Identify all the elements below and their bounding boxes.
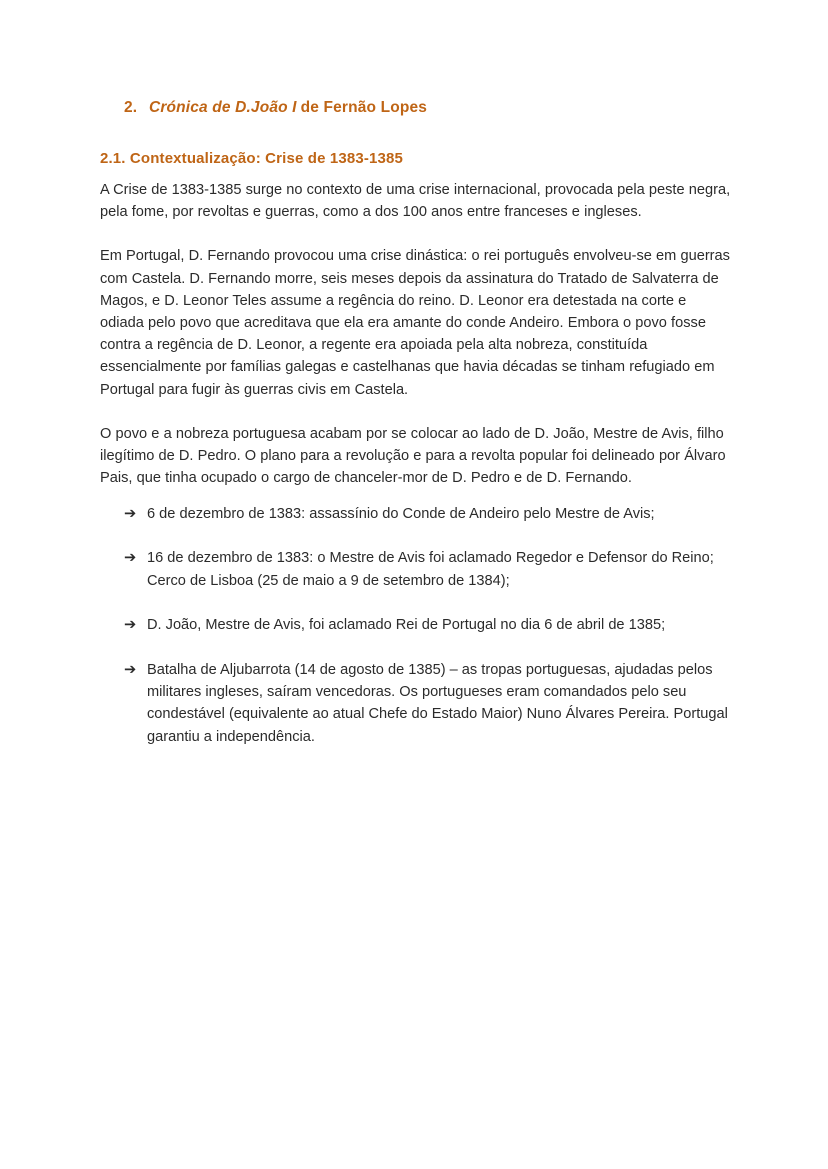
body-paragraphs	[100, 179, 734, 489]
arrow-right-icon: ➔	[124, 505, 137, 522]
section-heading-number: 2.	[124, 99, 138, 116]
paragraph: O povo e a nobreza portuguesa acabam por se colocar ao lado de D. João, Mestre de Avis, filho ilegítimo de D. Pedro. O plano para a revolução e para a revolta popular foi delineado por Álvaro Pais, que tinha ocupado o cargo de chanceler-mor de D. Pedro e de D. Fernando.	[100, 425, 726, 487]
list-item-text: 6 de dezembro de 1383: assassínio do Conde de Andeiro pelo Mestre de Avis;	[147, 506, 655, 522]
section-heading-title-italic: Crónica de D.João I	[149, 99, 297, 116]
section-heading-title-roman: de Fernão Lopes	[300, 99, 428, 116]
list-item	[100, 547, 734, 592]
arrow-right-icon: ➔	[124, 616, 137, 634]
paragraph: A Crise de 1383-1385 surge no contexto de uma crise internacional, provocada pela peste negra, pela fome, por revoltas e guerras, como a dos 100 anos entre franceses e ingleses.	[100, 182, 731, 221]
list-item-text: Batalha de Aljubarrota (14 de agosto de 1385) – as tropas portuguesas, ajudadas pelos militares ingleses, saíram vencedoras. Os portugueses eram comandados pelo seu condestável (equivalente ao atual Chefe do Estado Maior) Nuno Álvares Pereira. Portugal garantiu a independência.	[147, 661, 728, 745]
list-item	[100, 503, 734, 525]
timeline-list	[100, 503, 734, 748]
paragraph: Em Portugal, D. Fernando provocou uma crise dinástica: o rei português envolveu-se em guerras com Castela. D. Fernando morre, seis meses depois da assinatura do Tratado de Salvaterra de Magos, e D. Leonor Teles assume a regência do reino. D. Leonor era detestada na corte e odiada pelo povo que acreditava que ela era amante do conde Andeiro. Embora o povo fosse contra a regência de D. Leonor, a regente era apoiada pela alta nobreza, constituída essencialmente por famílias galegas e castelhanas que havia décadas se tinham refugiado em Portugal para fugir às guerras civis em Castela.	[100, 248, 730, 398]
list-item-text: D. João, Mestre de Avis, foi aclamado Rei de Portugal no dia 6 de abril de 1385;	[147, 617, 666, 634]
list-item-text: 16 de dezembro de 1383: o Mestre de Avis foi aclamado Regedor e Defensor do Reino; Cerco de Lisboa (25 de maio a 9 de setembro de 1384);	[147, 550, 714, 589]
arrow-right-icon: ➔	[124, 660, 137, 678]
list-item	[100, 614, 734, 636]
list-item	[100, 659, 734, 749]
arrow-right-icon: ➔	[124, 549, 137, 567]
section-heading	[124, 99, 427, 117]
subsection-heading: 2.1. Contextualização: Crise de 1383-1385	[100, 150, 403, 167]
